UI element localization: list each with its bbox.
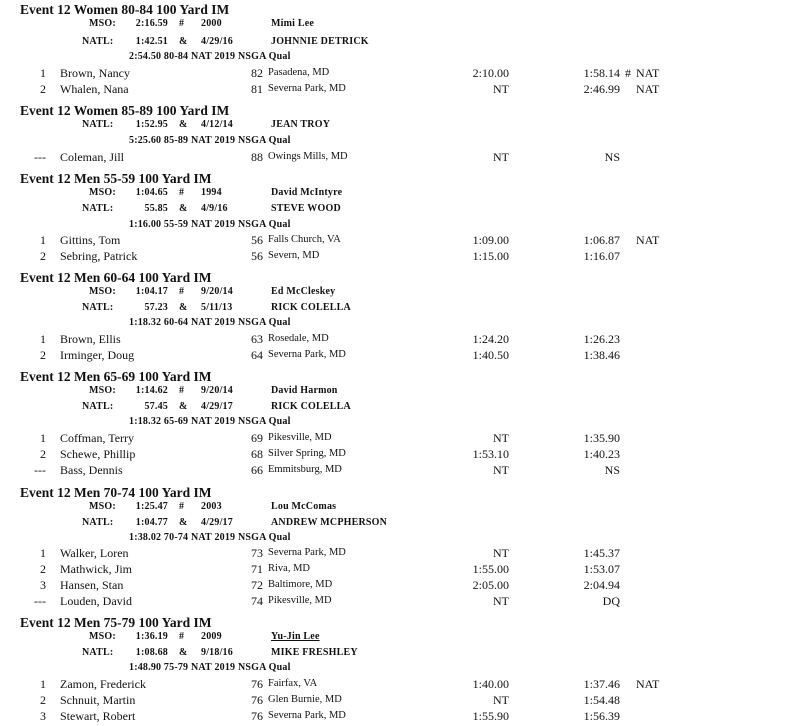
record-date: 5/11/13 [201, 302, 233, 313]
swimmer-place: --- [34, 150, 46, 164]
seed-time: 1:09.00 [472, 233, 509, 247]
swimmer-name: Sebring, Patrick [60, 249, 138, 263]
record-date: 2009 [201, 631, 222, 642]
swimmer-place: 2 [40, 82, 46, 96]
record-label: NATL: [82, 36, 114, 47]
seed-time: NT [493, 546, 509, 560]
swimmer-age: 64 [251, 348, 263, 362]
swimmer-place: 3 [40, 578, 46, 592]
event-title: Event 12 Men 55-59 100 Yard IM [20, 171, 212, 186]
swimmer-age: 69 [251, 431, 263, 445]
swimmer-age: 73 [251, 546, 263, 560]
swimmer-age: 88 [251, 150, 263, 164]
swimmer-city: Severn, MD [268, 250, 320, 261]
record-date: 9/20/14 [201, 385, 233, 396]
record-date: 2003 [201, 501, 222, 512]
swimmer-city: Pikesville, MD [268, 595, 332, 606]
record-separator: # [179, 187, 185, 198]
swimmer-age: 66 [251, 463, 263, 477]
final-time: 1:53.07 [583, 562, 620, 576]
seed-time: 1:24.20 [472, 332, 509, 346]
seed-time: 1:40.00 [472, 677, 509, 691]
record-time: 1:36.19 [135, 631, 168, 642]
swimmer-place: 1 [40, 431, 46, 445]
qualifying-standard: 1:48.90 75-79 NAT 2019 NSGA Qual [129, 662, 291, 673]
record-date: 4/29/16 [201, 36, 233, 47]
record-separator: & [179, 119, 188, 130]
swimmer-name: Mathwick, Jim [60, 562, 132, 576]
swimmer-name: Whalen, Nana [60, 82, 129, 96]
final-time: 1:35.90 [583, 431, 620, 445]
swimmer-name: Schnuit, Martin [60, 693, 136, 707]
swimmer-age: 56 [251, 233, 263, 247]
record-holder: Mimi Lee [271, 18, 314, 29]
final-time: 1:16.07 [583, 249, 620, 263]
final-time: NS [604, 150, 620, 164]
swimmer-city: Severna Park, MD [268, 710, 346, 721]
swimmer-city: Baltimore, MD [268, 579, 333, 590]
record-date: 4/29/17 [201, 517, 233, 528]
final-time: 1:38.46 [583, 348, 620, 362]
record-label: NATL: [82, 647, 114, 658]
swimmer-place: 2 [40, 562, 46, 576]
record-label: MSO: [89, 501, 116, 512]
swimmer-age: 71 [251, 562, 263, 576]
record-time: 1:42.51 [135, 36, 168, 47]
qualifier-note: NAT [636, 677, 660, 691]
record-time: 1:14.62 [135, 385, 168, 396]
record-time: 1:04.77 [135, 517, 168, 528]
swimmer-city: Pasadena, MD [268, 67, 330, 78]
qualifier-note: NAT [636, 66, 660, 80]
record-separator: # [179, 18, 185, 29]
swimmer-city: Owings Mills, MD [268, 151, 348, 162]
final-time: 1:56.39 [583, 709, 620, 723]
swimmer-age: 81 [251, 82, 263, 96]
record-holder: ANDREW MCPHERSON [271, 517, 388, 528]
swimmer-age: 63 [251, 332, 263, 346]
swimmer-place: 2 [40, 348, 46, 362]
qualifier-note: NAT [636, 82, 660, 96]
record-time: 1:04.65 [135, 187, 168, 198]
swimmer-place: 2 [40, 249, 46, 263]
record-label: MSO: [89, 286, 116, 297]
record-holder: RICK COLELLA [271, 401, 351, 412]
event-title: Event 12 Men 70-74 100 Yard IM [20, 485, 212, 500]
swimmer-age: 76 [251, 693, 263, 707]
swimmer-name: Brown, Ellis [60, 332, 121, 346]
event-title: Event 12 Women 80-84 100 Yard IM [20, 2, 230, 17]
seed-time: NT [493, 463, 509, 477]
final-time: 1:58.14 [583, 66, 620, 80]
record-date: 4/9/16 [201, 203, 228, 214]
qualifying-standard: 5:25.60 85-89 NAT 2019 NSGA Qual [129, 135, 291, 146]
event-title: Event 12 Men 65-69 100 Yard IM [20, 369, 212, 384]
event-title: Event 12 Men 75-79 100 Yard IM [20, 615, 212, 630]
event-title: Event 12 Women 85-89 100 Yard IM [20, 103, 230, 118]
final-time: 1:06.87 [583, 233, 620, 247]
record-separator: & [179, 36, 188, 47]
record-holder: MIKE FRESHLEY [271, 647, 358, 658]
record-date: 4/12/14 [201, 119, 233, 130]
seed-time: 2:05.00 [472, 578, 509, 592]
record-holder: Lou McComas [271, 501, 337, 512]
record-separator: & [179, 203, 188, 214]
final-time: 1:54.48 [583, 693, 620, 707]
swimmer-name: Gittins, Tom [60, 233, 121, 247]
swimmer-name: Louden, David [60, 594, 132, 608]
final-time: 2:04.94 [583, 578, 620, 592]
record-time: 1:04.17 [135, 286, 168, 297]
swimmer-city: Severna Park, MD [268, 83, 346, 94]
swimmer-place: 1 [40, 677, 46, 691]
record-date: 9/18/16 [201, 647, 233, 658]
record-separator: & [179, 517, 188, 528]
record-date: 4/29/17 [201, 401, 233, 412]
swimmer-age: 82 [251, 66, 263, 80]
record-time: 57.45 [144, 401, 168, 412]
qualifying-standard: 1:38.02 70-74 NAT 2019 NSGA Qual [129, 532, 291, 543]
record-time: 2:16.59 [135, 18, 168, 29]
record-separator: # [179, 385, 185, 396]
record-holder: STEVE WOOD [271, 203, 341, 214]
swimmer-place: 1 [40, 66, 46, 80]
record-separator: # [179, 286, 185, 297]
record-date: 1994 [201, 187, 222, 198]
final-time: DQ [602, 594, 620, 608]
seed-time: 2:10.00 [472, 66, 509, 80]
swimmer-age: 76 [251, 709, 263, 723]
swimmer-city: Falls Church, VA [268, 234, 341, 245]
swimmer-city: Severna Park, MD [268, 547, 346, 558]
swimmer-age: 68 [251, 447, 263, 461]
record-holder: JOHNNIE DETRICK [271, 36, 369, 47]
record-separator: # [179, 501, 185, 512]
record-holder: David Harmon [271, 385, 338, 396]
seed-time: 1:15.00 [472, 249, 509, 263]
swimmer-name: Schewe, Phillip [60, 447, 136, 461]
final-time: 1:40.23 [583, 447, 620, 461]
record-time: 1:52.95 [135, 119, 168, 130]
swimmer-name: Coffman, Terry [60, 431, 135, 445]
record-label: NATL: [82, 302, 114, 313]
record-holder: RICK COLELLA [271, 302, 351, 313]
record-date: 9/20/14 [201, 286, 233, 297]
swimmer-place: --- [34, 463, 46, 477]
record-time: 1:25.47 [135, 501, 168, 512]
seed-time: 1:55.00 [472, 562, 509, 576]
final-time: NS [604, 463, 620, 477]
seed-time: 1:40.50 [472, 348, 509, 362]
swimmer-city: Emmitsburg, MD [268, 464, 342, 475]
record-separator: & [179, 302, 188, 313]
seed-time: NT [493, 150, 509, 164]
swimmer-city: Fairfax, VA [268, 678, 318, 689]
record-label: NATL: [82, 119, 114, 130]
record-holder: David McIntyre [271, 187, 343, 198]
record-label: MSO: [89, 18, 116, 29]
qualifier-note: NAT [636, 233, 660, 247]
swimmer-city: Rosedale, MD [268, 333, 329, 344]
record-separator: # [179, 631, 185, 642]
qualifying-standard: 2:54.50 80-84 NAT 2019 NSGA Qual [129, 51, 291, 62]
qualifying-standard: 1:16.00 55-59 NAT 2019 NSGA Qual [129, 219, 291, 230]
swimmer-place: 1 [40, 233, 46, 247]
record-date: 2000 [201, 18, 222, 29]
event-title: Event 12 Men 60-64 100 Yard IM [20, 270, 212, 285]
swimmer-city: Riva, MD [268, 563, 310, 574]
seed-time: NT [493, 594, 509, 608]
swimmer-city: Silver Spring, MD [268, 448, 346, 459]
record-label: NATL: [82, 203, 114, 214]
swimmer-age: 74 [251, 594, 263, 608]
record-label: MSO: [89, 631, 116, 642]
final-time: 1:45.37 [583, 546, 620, 560]
record-label: MSO: [89, 187, 116, 198]
swimmer-name: Bass, Dennis [60, 463, 123, 477]
swimmer-city: Pikesville, MD [268, 432, 332, 443]
record-mark: # [625, 66, 631, 80]
swimmer-city: Severna Park, MD [268, 349, 346, 360]
record-separator: & [179, 401, 188, 412]
record-separator: & [179, 647, 188, 658]
seed-time: 1:53.10 [472, 447, 509, 461]
qualifying-standard: 1:18.32 60-64 NAT 2019 NSGA Qual [129, 317, 291, 328]
swimmer-name: Walker, Loren [60, 546, 129, 560]
swimmer-place: --- [34, 594, 46, 608]
swimmer-place: 2 [40, 447, 46, 461]
seed-time: NT [493, 693, 509, 707]
swimmer-place: 1 [40, 546, 46, 560]
swimmer-name: Zamon, Frederick [60, 677, 146, 691]
record-label: NATL: [82, 401, 114, 412]
swimmer-city: Glen Burnie, MD [268, 694, 342, 705]
swimmer-name: Brown, Nancy [60, 66, 130, 80]
swimmer-name: Irminger, Doug [60, 348, 135, 362]
swimmer-age: 56 [251, 249, 263, 263]
record-label: NATL: [82, 517, 114, 528]
record-time: 57.23 [144, 302, 168, 313]
swimmer-age: 72 [251, 578, 263, 592]
record-holder: Yu-Jin Lee [271, 631, 320, 642]
swimmer-name: Stewart, Robert [60, 709, 136, 723]
record-holder: Ed McCleskey [271, 286, 336, 297]
swimmer-place: 1 [40, 332, 46, 346]
seed-time: NT [493, 431, 509, 445]
qualifying-standard: 1:18.32 65-69 NAT 2019 NSGA Qual [129, 416, 291, 427]
final-time: 1:26.23 [583, 332, 620, 346]
swimmer-name: Hansen, Stan [60, 578, 124, 592]
swimmer-age: 76 [251, 677, 263, 691]
record-label: MSO: [89, 385, 116, 396]
swimmer-place: 3 [40, 709, 46, 723]
record-time: 1:08.68 [135, 647, 168, 658]
seed-time: NT [493, 82, 509, 96]
swimmer-name: Coleman, Jill [60, 150, 124, 164]
record-holder: JEAN TROY [271, 119, 331, 130]
seed-time: 1:55.90 [472, 709, 509, 723]
final-time: 2:46.99 [583, 82, 620, 96]
record-time: 55.85 [144, 203, 168, 214]
final-time: 1:37.46 [583, 677, 620, 691]
swimmer-place: 2 [40, 693, 46, 707]
